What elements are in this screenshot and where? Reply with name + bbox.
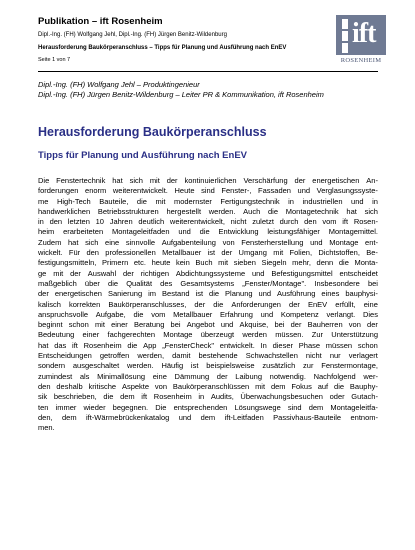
body-line: kalisch korrekten Baukörperanschlusses, der die Anforderungen der EnEV erfüllt, eine	[38, 299, 378, 309]
logo-mark-text: ift	[352, 18, 376, 49]
logo-stripe	[342, 19, 348, 29]
body-line: Bedeutung einer fachgerechten Montage überzeugt werden müssen. Zur Unterstützung	[38, 330, 378, 340]
logo-mark-box	[336, 15, 386, 55]
body-line: der energetischen Sanierung im Bestand ist die Planung und Ausführung eines bauphysi-	[38, 289, 378, 299]
logo-stripe	[342, 31, 348, 41]
page-header	[38, 16, 338, 63]
body-line: sik beschrieben, die dem ift Rosenheim in Audits, Überwachungsbesuchen oder Gutach-	[38, 392, 378, 402]
document-subtitle: Tipps für Planung und Ausführung nach EnEV	[38, 150, 247, 161]
body-line: Zudem hat sich eine sinnvolle Aufgabenteilung von Fensterherstellung und Montage ent-	[38, 237, 378, 247]
page-number: Seite 1 von 7	[38, 57, 71, 63]
header-divider	[38, 71, 378, 72]
body-line: festigungsmitteln, Primern etc. heute kein Buch mit sieben Siegeln mehr, denn die Monta-	[38, 258, 378, 268]
body-line: sondern ausgeschaltet werden. Häufig ist beispielsweise zusätzlich zur Fenstermontage,	[38, 361, 378, 371]
body-line: in den letzten 10 Jahren deutlich weiterentwickelt, nicht zuletzt durch den vom ift Rosen-	[38, 217, 378, 227]
body-line: ge mit der Auswahl der richtigen Abdichtungssysteme und Befestigungsmittel entscheidet	[38, 268, 378, 278]
body-line: handwerklichen Betriebsstrukturen hergestellt werden. Auch die Montagetechnik hat sich	[38, 206, 378, 216]
document-title: Herausforderung Baukörperanschluss	[38, 125, 267, 139]
body-line: anspruchsvolle Aufgabe, die vom Metallbauer Erfahrung und Kompetenz verlangt. Dies	[38, 309, 378, 319]
body-line: hat das ift Rosenheim die App „FensterCheck" entwickelt. In dieser Phase müssen schon	[38, 340, 378, 350]
header-topic: Herausforderung Baukörperanschluss – Tipps für Planung und Ausführung nach EnEV	[38, 45, 287, 51]
body-line: Entscheidungen getroffen werden, damit bestehende Schwachstellen nicht nur verlagert	[38, 351, 378, 361]
body-line: beginnt schon mit einer Beratung bei Angebot und Akquise, bei der Bauherren von der	[38, 320, 378, 330]
body-line: zumindest als Minimallösung eine Dämmung der Laibung notwendig. Nachfolgend wer-	[38, 371, 378, 381]
body-line: den, dem ift-Wärmebrückenkatalog und dem ift-Leitfaden Passivhaus-Bauteile entnom-	[38, 412, 378, 422]
body-line: den deshalb kritische Aspekte von Baukörperanschlüssen mit dem Fokus auf die Bauphy-	[38, 381, 378, 391]
body-line: wickelt. Für den professionellen Metallbauer ist der Umgang mit Folien, Dichtstoffen, Be-	[38, 248, 378, 258]
body-line: forderungen enorm weiterentwickelt. Heute sind Fenster-, Fassaden und Verglasungssyste-	[38, 186, 378, 196]
logo-subtitle: ROSENHEIM	[340, 57, 382, 64]
header-authors: Dipl.-Ing. (FH) Wolfgang Jehl, Dipl.-Ing. (FH) Jürgen Benitz-Wildenburg	[38, 32, 227, 38]
body-line: Die Fenstertechnik hat sich mit der kontinuierlichen Verschärfung der energetischen An-	[38, 176, 378, 185]
author-line: Dipl.-Ing. (FH) Wolfgang Jehl – Produktingenieur	[38, 80, 200, 89]
body-line: heim erarbeiteten Montageleitfaden und die Entwicklung leistungsfähiger Montagemittel.	[38, 227, 378, 237]
ift-logo	[336, 15, 386, 67]
publication-title: Publikation – ift Rosenheim	[38, 16, 163, 27]
logo-stripe	[342, 43, 348, 53]
body-line: me High-Tech Bauteile, die mit modernster Fertigungstechnik in industriellen und in	[38, 196, 378, 206]
body-line: maßgeblich über die Qualität des Gesamtsystems „Fenster/Montage". Insbesondere bei	[38, 278, 378, 288]
body-line: ten immer wieder begegnen. Die entsprechenden Lösungswege sind dem Montageleitfa-	[38, 402, 378, 412]
body-line: men.	[38, 423, 55, 433]
body-paragraph	[38, 176, 378, 433]
author-block	[38, 80, 324, 100]
author-line: Dipl.-Ing. (FH) Jürgen Benitz-Wildenburg – Leiter PR & Kommunikation, ift Rosenheim	[38, 90, 324, 99]
